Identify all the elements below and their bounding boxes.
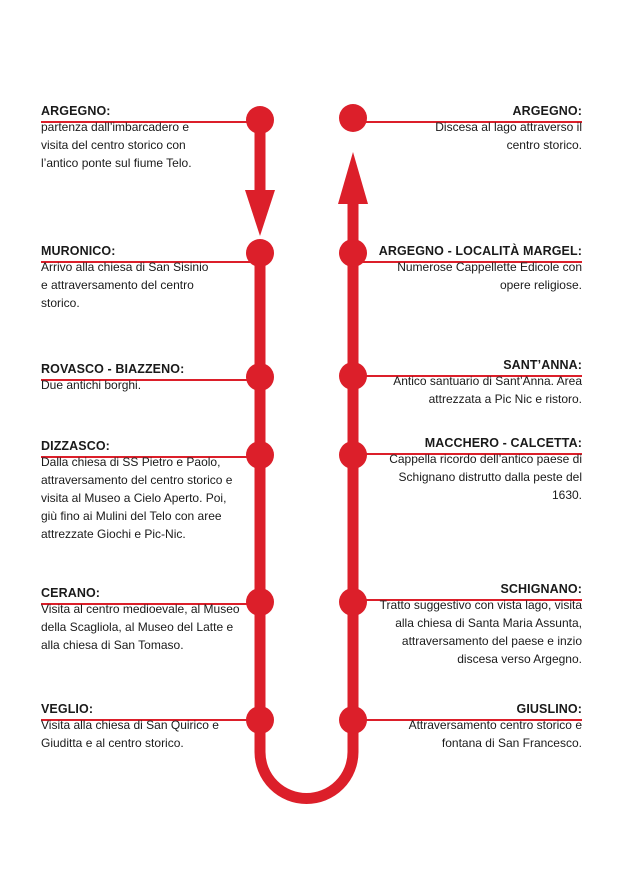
stop-dot-cerano xyxy=(246,588,274,616)
stop-name: MURONICO: xyxy=(41,244,116,258)
stop-description: Cappella ricordo dell’antico paese di Schignano distrutto dalla peste del 1630. xyxy=(389,452,582,502)
stop-left-veglio xyxy=(41,702,246,752)
stop-name: ROVASCO - BIAZZENO: xyxy=(41,362,185,376)
stop-name: ARGEGNO - LOCALITÀ MARGEL: xyxy=(378,244,582,258)
stop-name: GIUSLINO: xyxy=(516,702,582,716)
stop-left-argegno xyxy=(41,104,246,172)
stop-dot-santanna xyxy=(339,362,367,390)
route-u-line xyxy=(260,200,353,799)
stop-description: Visita alla chiesa di San Quirico e Giuditta e al centro storico. xyxy=(41,718,219,750)
stop-description: Discesa al lago attraverso il centro storico. xyxy=(435,120,582,152)
stop-description: Arrivo alla chiesa di San Sisinio e attraversamento del centro storico. xyxy=(41,260,209,310)
stop-right-argegno xyxy=(367,104,582,154)
stop-dot-dizzasco xyxy=(246,441,274,469)
stop-dot-macchero-calcetta xyxy=(339,441,367,469)
stop-description: partenza dall’imbarcadero e visita del centro storico con l’antico ponte sul fiume Telo. xyxy=(41,120,192,170)
stop-dot-argegno-end xyxy=(339,104,367,132)
stop-name: ARGEGNO: xyxy=(512,104,582,118)
down-arrow-head-icon xyxy=(245,190,275,236)
stop-description: Antico santuario di Sant’Anna. Area attrezzata a Pic Nic e ristoro. xyxy=(393,374,582,406)
stop-left-dizzasco xyxy=(41,439,246,543)
stop-dot-muronico xyxy=(246,239,274,267)
stop-dot-argegno-start xyxy=(246,106,274,134)
stop-description: Tratto suggestivo con vista lago, visita alla chiesa di Santa Maria Assunta, attraversamento del paese e inzio discesa verso Argegno. xyxy=(379,598,582,666)
stop-description: Numerose Cappellette Edicole con opere religiose. xyxy=(397,260,582,292)
stop-dot-margel xyxy=(339,239,367,267)
stop-name: MACCHERO - CALCETTA: xyxy=(424,436,582,450)
stop-description: Due antichi borghi. xyxy=(41,378,142,392)
stop-name: SCHIGNANO: xyxy=(500,582,582,596)
stop-right-margel xyxy=(367,244,582,294)
stop-right-schignano xyxy=(367,582,582,668)
stop-dot-schignano xyxy=(339,588,367,616)
stop-description: Visita al centro medioevale, al Museo della Scagliola, al Museo del Latte e alla chiesa di San Tomaso. xyxy=(41,602,240,652)
stop-description: Attraversamento centro storico e fontana di San Francesco. xyxy=(408,718,582,750)
stop-description: Dalla chiesa di SS Pietro e Paolo, attraversamento del centro storico e visita al Museo a Cielo Aperto. Poi, giù fino ai Mulini del Telo con aree attrezzate Giochi e Pic-Nic. xyxy=(41,455,233,541)
stop-left-rovasco-biazzeno xyxy=(41,362,246,394)
stop-dot-giuslino xyxy=(339,706,367,734)
stop-dot-rovasco-biazzeno xyxy=(246,363,274,391)
stop-name: VEGLIO: xyxy=(41,702,94,716)
stop-right-giuslino xyxy=(367,702,582,752)
stop-right-macchero-calcetta xyxy=(367,436,582,504)
stop-name: SANT’ANNA: xyxy=(503,358,582,372)
stop-left-muronico xyxy=(41,244,246,312)
stop-right-santanna xyxy=(367,358,582,408)
stop-name: ARGEGNO: xyxy=(41,104,111,118)
stop-dot-veglio xyxy=(246,706,274,734)
stop-left-cerano xyxy=(41,586,246,654)
stop-name: DIZZASCO: xyxy=(41,439,110,453)
stop-name: CERANO: xyxy=(41,586,101,600)
up-arrow-head-icon xyxy=(338,152,368,204)
